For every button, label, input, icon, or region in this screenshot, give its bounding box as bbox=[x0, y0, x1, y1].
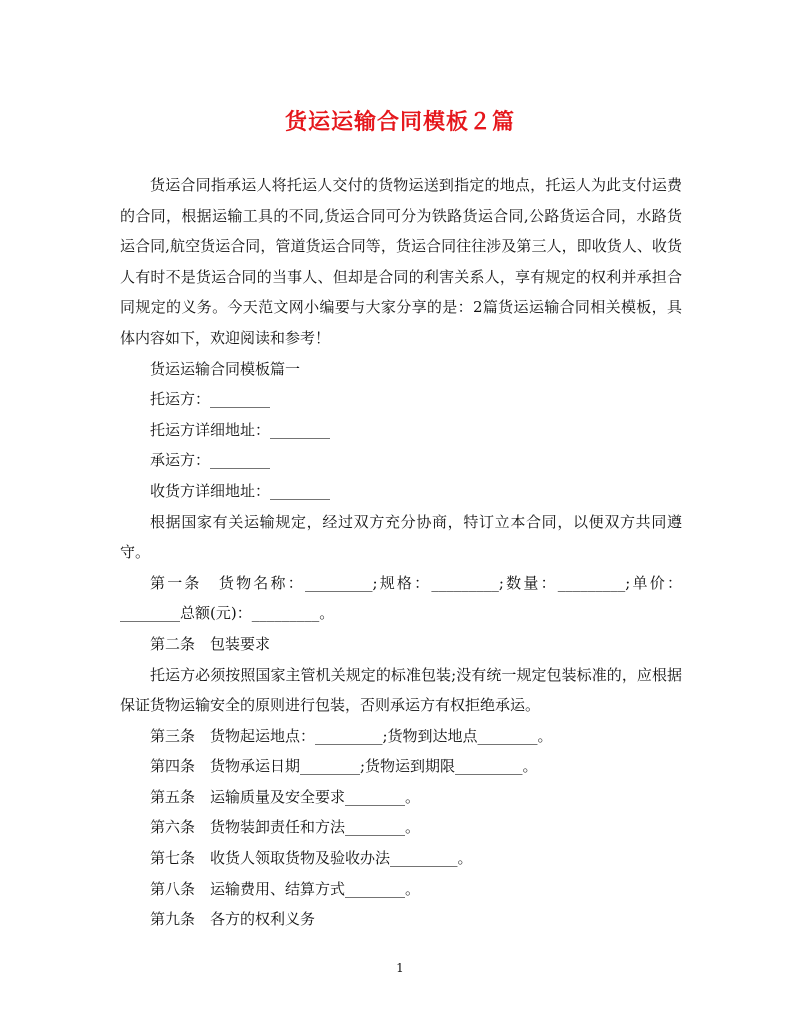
article-8: 第八条 运输费用、结算方式________。 bbox=[150, 879, 421, 898]
intro-paragraph: 货运合同指承运人将托运人交付的货物运送到指定的地点，托运人为此支付运费的合同，根据运输工具的不同,货运合同可分为铁路货运合同,公路货运合同，水路货运合同,航空货运合同，管道货运合同等，货运合同往往涉及第三人，即收货人、收货人有时不是货运合同的当事人、但却是合同的利害关系人，享有规定的权利并承担合同规定的义务。今天范文网小编要与大家分享的是：2篇货运运输合同相关模板，具体内容如下，欢迎阅读和参考！ bbox=[120, 176, 682, 347]
article-2: 第二条 包装要求 bbox=[150, 634, 271, 653]
consignee-address-field: 收货方详细地址：________ bbox=[150, 481, 331, 500]
article-2-body: 托运方必须按照国家主管机关规定的标准包装;没有统一规定包装标准的，应根据保证货物运输安全的原则进行包装，否则承运方有权拒绝承运。 bbox=[120, 665, 682, 715]
article-3: 第三条 货物起运地点：_________;货物到达地点________。 bbox=[150, 726, 553, 745]
document-body bbox=[120, 170, 682, 935]
shipper-field: 托运方：________ bbox=[150, 390, 271, 409]
article-7: 第七条 收货人领取货物及验收办法_________。 bbox=[150, 849, 473, 868]
document-title: 货运运输合同模板２篇 bbox=[284, 109, 515, 135]
page-number: 1 bbox=[396, 961, 404, 975]
article-1: 第一条 货物名称：_________;规格：_________;数量：_________;单价：________总额(元)：_________。 bbox=[120, 573, 682, 623]
article-4: 第四条 货物承运日期________;货物运到期限_________。 bbox=[150, 757, 538, 776]
carrier-field: 承运方：________ bbox=[150, 451, 271, 470]
article-5: 第五条 运输质量及安全要求________。 bbox=[150, 787, 421, 806]
shipper-address-field: 托运方详细地址：________ bbox=[150, 420, 331, 439]
article-9: 第九条 各方的权利义务 bbox=[150, 910, 316, 929]
article-6: 第六条 货物装卸责任和方法________。 bbox=[150, 818, 421, 837]
section-heading: 货运运输合同模板篇一 bbox=[150, 359, 301, 378]
preamble-paragraph: 根据国家有关运输规定，经过双方充分协商，特订立本合同，以便双方共同遵守。 bbox=[120, 512, 682, 562]
